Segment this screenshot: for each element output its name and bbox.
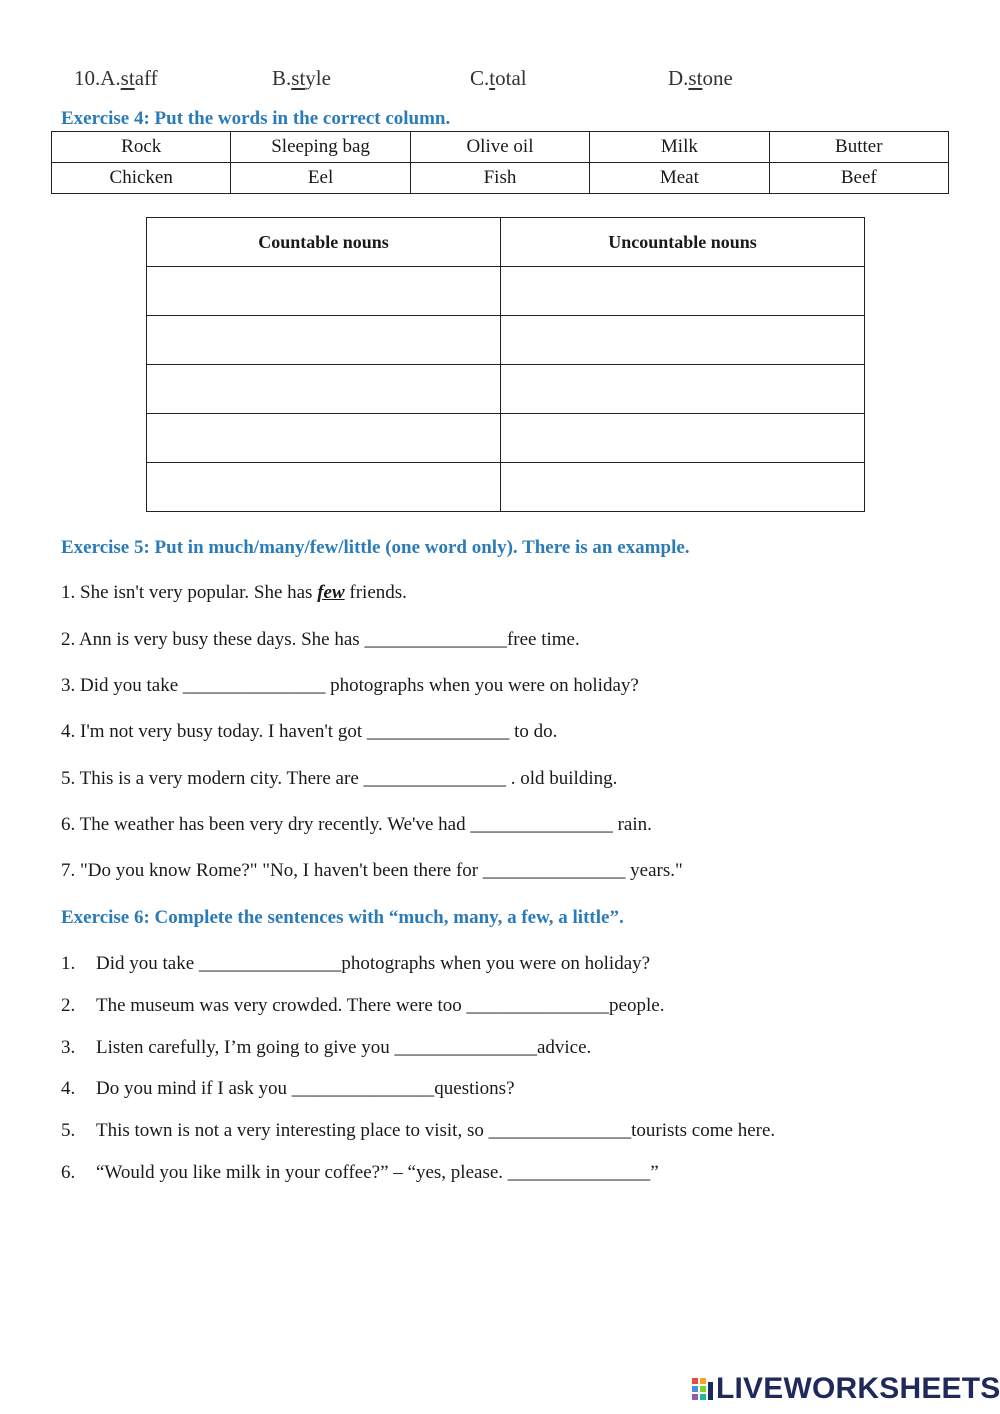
word-cell: Sleeping bag (231, 132, 410, 163)
exercise-6-item[interactable]: 2. The museum was very crowded. There were too _______________people. (61, 995, 665, 1016)
exercise-5-heading: Exercise 5: Put in much/many/few/little (one word only). There is an example. (61, 537, 690, 558)
question-10 (74, 66, 774, 96)
exercise-5-item[interactable]: 4. I'm not very busy today. I haven't got _______________ to do. (61, 721, 558, 742)
countable-answer-cell[interactable] (147, 365, 501, 414)
q10-option-b: B.style (272, 66, 331, 90)
exercise-6-item[interactable]: 6. “Would you like milk in your coffee?” – “yes, please. _______________” (61, 1162, 659, 1183)
word-cell: Meat (590, 163, 769, 194)
exercise-6-item[interactable]: 3. Listen carefully, I’m going to give you _______________advice. (61, 1037, 592, 1058)
word-cell: Olive oil (410, 132, 589, 163)
word-cell: Beef (769, 163, 948, 194)
countable-answer-cell[interactable] (147, 414, 501, 463)
uncountable-answer-cell[interactable] (501, 365, 865, 414)
uncountable-answer-cell[interactable] (501, 463, 865, 512)
logo-text: LIVEWORKSHEETS (716, 1372, 1000, 1405)
word-cell: Fish (410, 163, 589, 194)
uncountable-answer-cell[interactable] (501, 414, 865, 463)
exercise-5-item[interactable]: 7. "Do you know Rome?" "No, I haven't been there for _______________ years." (61, 860, 683, 881)
countable-answer-cell[interactable] (147, 316, 501, 365)
countable-header: Countable nouns (147, 218, 501, 267)
exercise-5-item[interactable]: 6. The weather has been very dry recently. We've had _______________ rain. (61, 814, 652, 835)
q10-option-a: 10.A.staff (74, 66, 158, 90)
liveworksheets-logo[interactable] (692, 1372, 1000, 1408)
word-cell: Butter (769, 132, 948, 163)
exercise-6-item[interactable]: 4. Do you mind if I ask you _______________questions? (61, 1078, 515, 1099)
exercise-5-item[interactable]: 2. Ann is very busy these days. She has _______________free time. (61, 629, 580, 650)
exercise-5-example: 1. She isn't very popular. She has few friends. (61, 582, 407, 603)
q10-option-c: C.total (470, 66, 527, 90)
example-answer: few (317, 582, 345, 603)
exercise-5-item[interactable]: 3. Did you take _______________ photographs when you were on holiday? (61, 675, 639, 696)
uncountable-answer-cell[interactable] (501, 267, 865, 316)
exercise-5-item[interactable]: 5. This is a very modern city. There are _______________ . old building. (61, 768, 618, 789)
uncountable-header: Uncountable nouns (501, 218, 865, 267)
word-bank-table (51, 131, 949, 194)
word-cell: Rock (52, 132, 231, 163)
exercise-6-heading: Exercise 6: Complete the sentences with “much, many, a few, a little”. (61, 907, 624, 928)
exercise-4-heading: Exercise 4: Put the words in the correct column. (61, 108, 451, 129)
q10-option-d: D.stone (668, 66, 733, 90)
nouns-sorting-table (146, 217, 865, 512)
word-row (52, 163, 949, 194)
word-cell: Eel (231, 163, 410, 194)
word-cell: Chicken (52, 163, 231, 194)
uncountable-answer-cell[interactable] (501, 316, 865, 365)
countable-answer-cell[interactable] (147, 463, 501, 512)
liveworksheets-logo-icon (692, 1378, 714, 1404)
exercise-6-item[interactable]: 5. This town is not a very interesting place to visit, so _______________tourists come here. (61, 1120, 776, 1141)
word-row (52, 132, 949, 163)
word-cell: Milk (590, 132, 769, 163)
exercise-6-item[interactable]: 1. Did you take _______________photographs when you were on holiday? (61, 953, 651, 974)
countable-answer-cell[interactable] (147, 267, 501, 316)
